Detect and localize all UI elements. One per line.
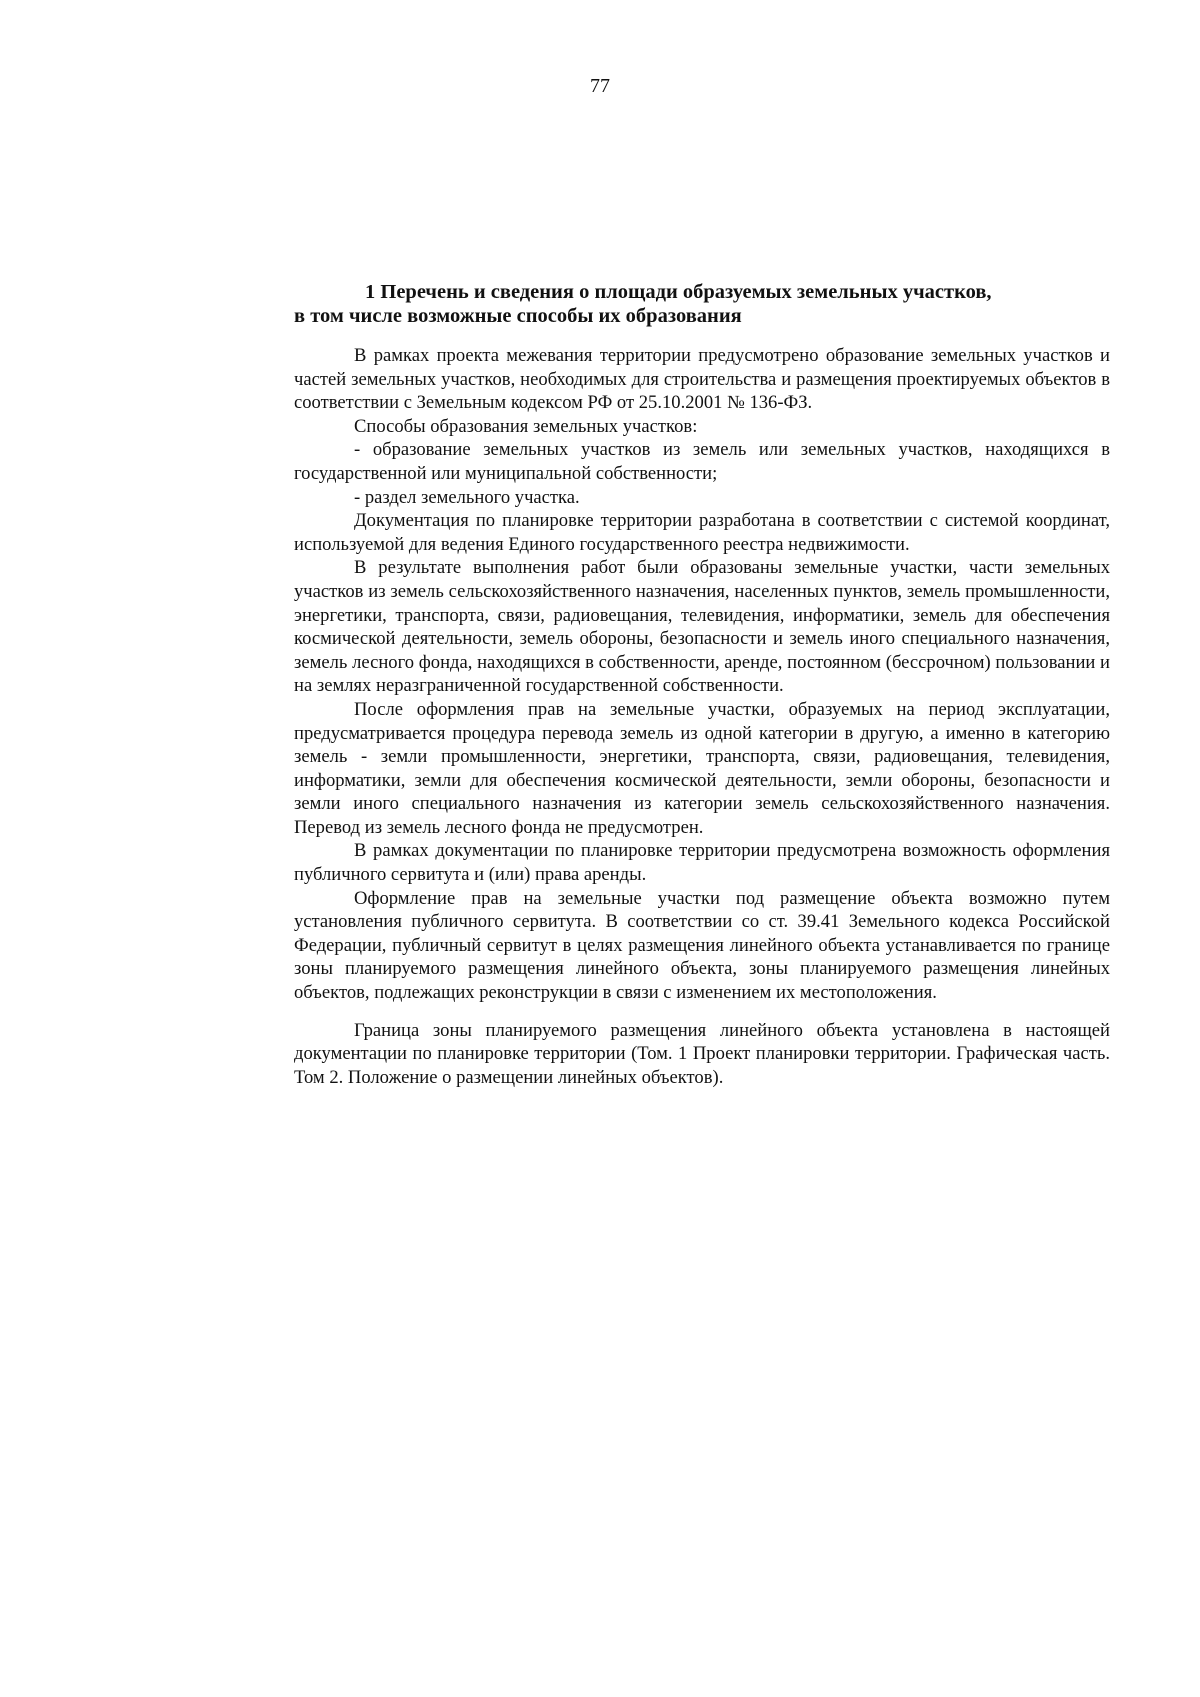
- paragraph-method-formation: - образование земельных участков из земель или земельных участков, находящихся в государственной или муниципальной собственности;: [294, 439, 1110, 484]
- section-heading: [294, 280, 1110, 328]
- paragraph-work-results: В результате выполнения работ были образованы земельные участки, части земельных участков из земель сельскохозяйственного назначения, населенных пунктов, земель промышленности, энергетики, транспорта, связи, радиовещания, телевидения, информатики, земель для обеспечения космической деятельности, земель обороны, безопасности и земель иного специального назначения, земель лесного фонда, находящихся в собственности, аренде, постоянном (бессрочном) пользовании и на землях неразграниченной государственной собственности.: [294, 557, 1110, 697]
- paragraph-land-transfer: После оформления прав на земельные участки, образуемых на период эксплуатации, предусматривается процедура перевода земель из одной категории в другую, а именно в категорию земель - земли промышленности, энергетики, транспорта, связи, радиовещания, телевидения, информатики, земли для обеспечения космической деятельности, земли обороны, безопасности и земли иного специального назначения из категории земель сельскохозяйственного назначения. Перевод из земель лесного фонда не предусмотрен.: [294, 698, 1110, 838]
- section-heading-line-1: 1 Перечень и сведения о площади образуемых земельных участков,: [365, 281, 992, 303]
- paragraph-method-division: - раздел земельного участка.: [354, 486, 580, 508]
- page-number: 77: [590, 75, 610, 97]
- paragraph-servitude-possibility: В рамках документации по планировке территории предусмотрена возможность оформления публичного сервитута и (или) права аренды.: [294, 840, 1110, 886]
- paragraph-methods-intro: Способы образования земельных участков:: [354, 415, 698, 437]
- paragraph-coordinate-system: Документация по планировке территории разработана в соответствии с системой координат, используемой для ведения Единого государственного реестра недвижимости.: [294, 510, 1110, 555]
- paragraph-servitude-rights: Оформление прав на земельные участки под размещение объекта возможно путем установления публичного сервитута. В соответствии со ст. 39.41 Земельного кодекса Российской Федерации, публичный сервитут в целях размещения линейного объекта устанавливается по границе зоны планируемого размещения линейного объекта, зоны планируемого размещения линейных объектов, подлежащих реконструкции в связи с изменением их местоположения.: [294, 887, 1110, 1004]
- paragraph-project-scope: В рамках проекта межевания территории предусмотрено образование земельных участков и частей земельных участков, необходимых для строительства и размещения проектируемых объектов в соответствии с Земельным кодексом РФ от 25.10.2001 № 136-ФЗ.: [294, 345, 1110, 414]
- section-heading-line-2: в том числе возможные способы их образования: [294, 305, 742, 327]
- paragraph-zone-boundary: Граница зоны планируемого размещения линейного объекта установлена в настоящей документации по планировке территории (Том. 1 Проект планировки территории. Графическая часть. Том 2. Положение о размещении линейных объектов).: [294, 1019, 1110, 1088]
- document-body: [294, 280, 1110, 1089]
